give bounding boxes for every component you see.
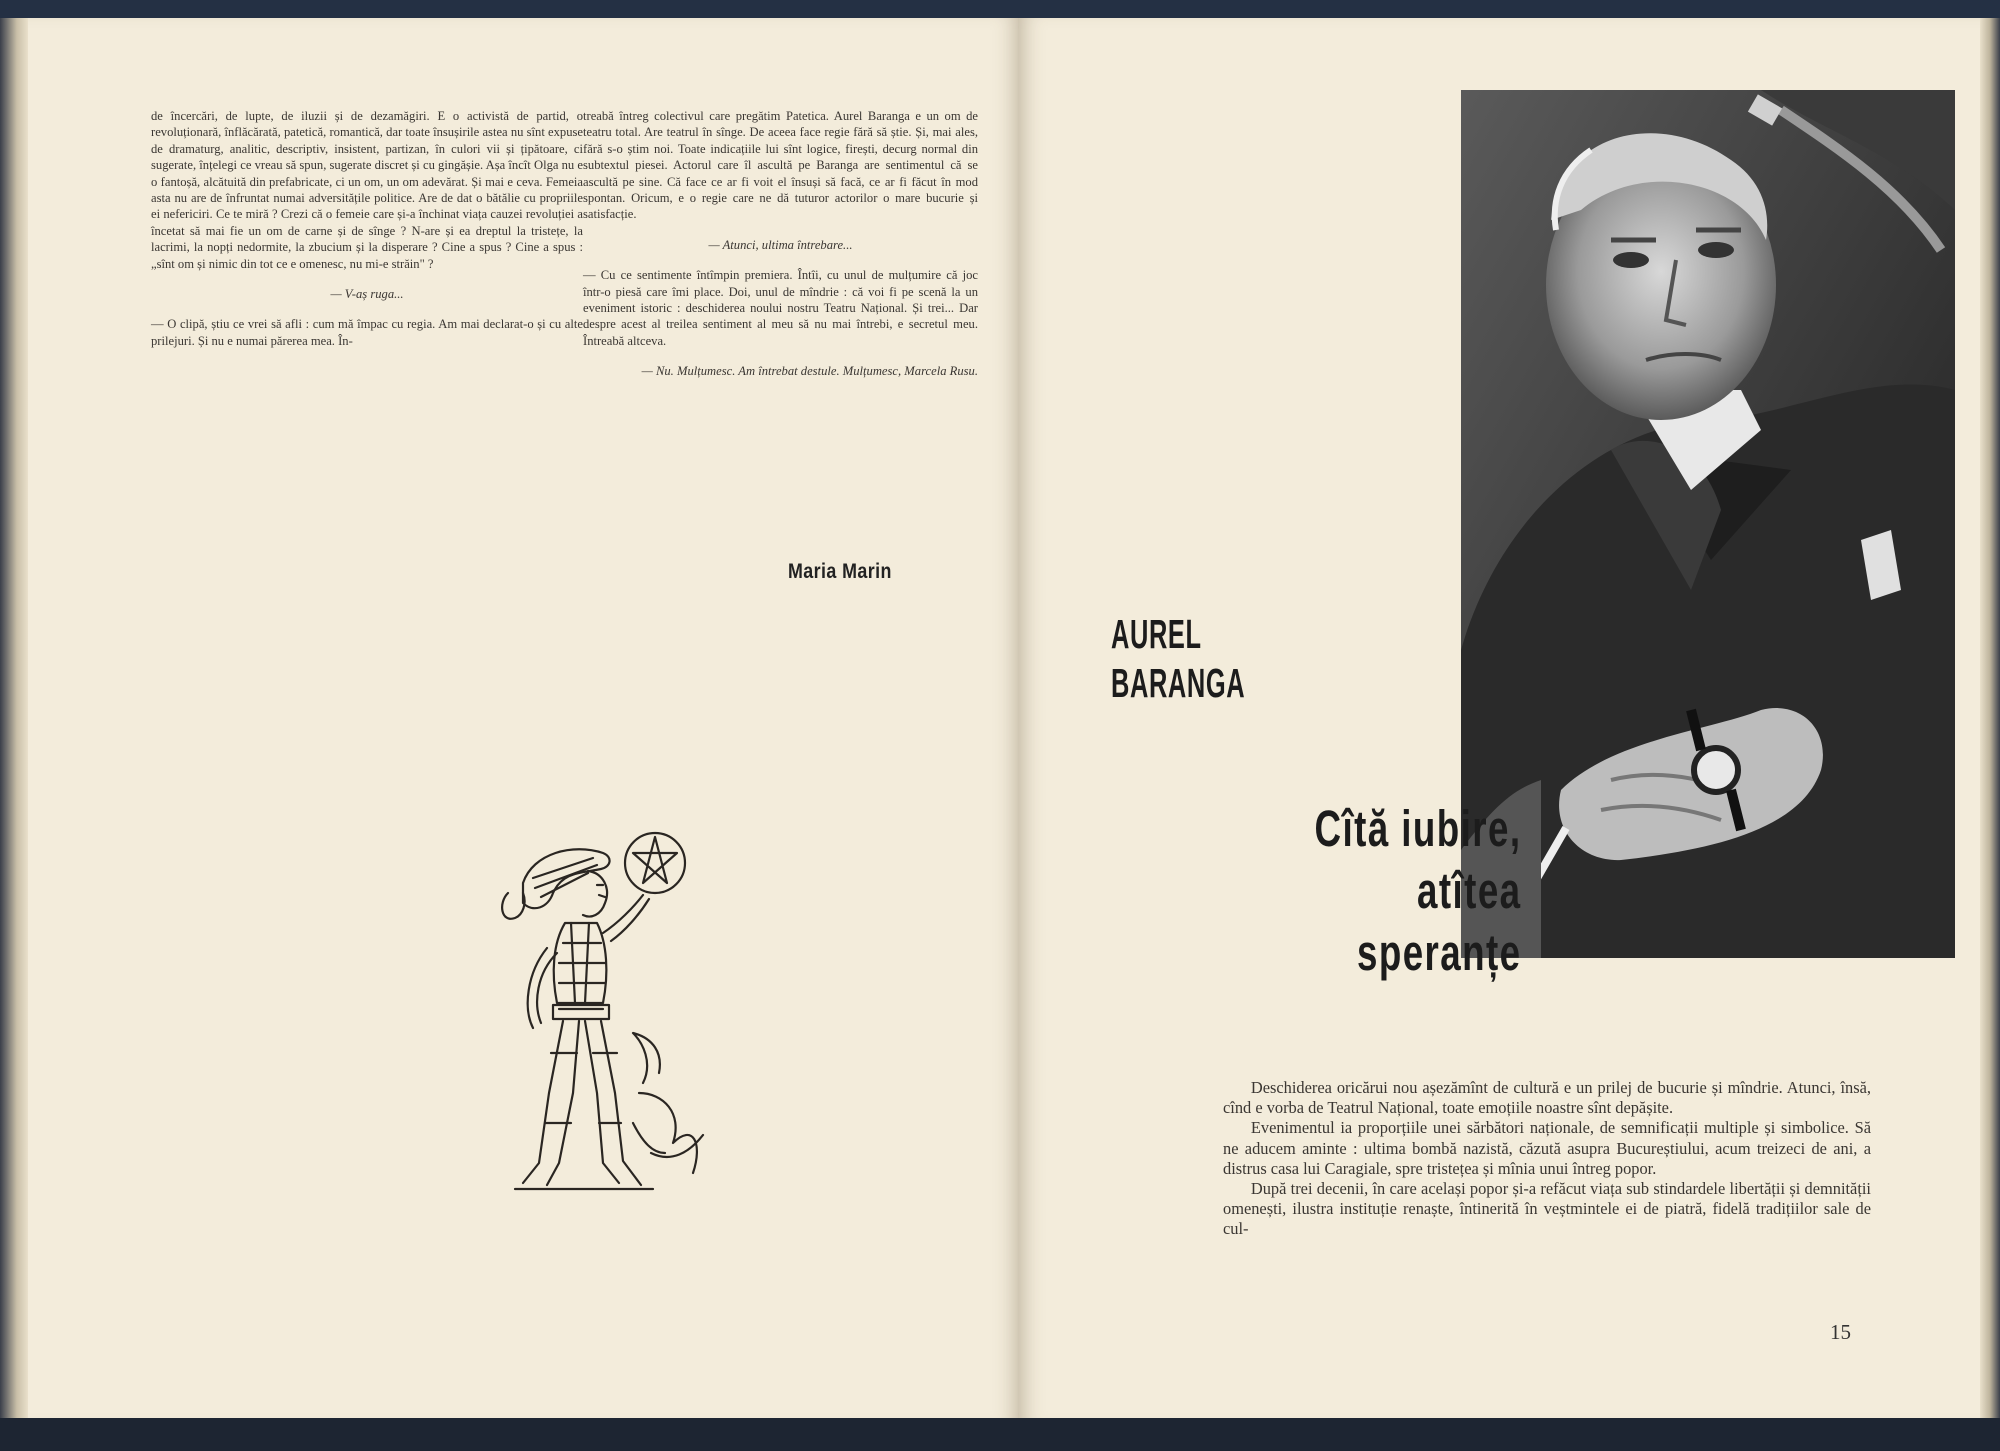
book-binding-bottom xyxy=(0,1418,2000,1451)
author-last-name: BARANGA xyxy=(1111,660,1246,706)
text-column-2 xyxy=(583,108,978,394)
title-line-1: Cîtă iubire, xyxy=(1314,800,1522,857)
left-page xyxy=(28,18,1020,1423)
text-column-1 xyxy=(151,108,583,349)
col2-paragraph-1: treabă întreg colectivul care pregătim Patetica. Aurel Baranga e un om de teatru total. Are teatrul în sînge. De aceea face regie fără să știe. Și, mai ales, fără s-o știm noi. Toate indicațiile lui sînt logice, firești, decurg normal din subtextul piesei. Actorul care îl ascultă pe Baranga are sentimentul că se ascultă pe sine. Că face ce ar fi voit el însuși să facă, ce ar fi făcut în mod spontan. Oricum, e o regie care ne dă tuturor actorilor o mare bucurie și satisfacție. xyxy=(583,109,978,222)
col1-paragraph-1: de încercări, de lupte, de iluzii și de dezamăgiri. E o activistă de partid, o revoluționară, înflăcărată, patetică, romantică, dar toate însușirile astea nu sînt expuse de dramaturg, analitic, descriptiv, insistent, partizan, în culori vii și țipătoare, ci sugerate, înțelegi ce vreau să spun, sugerate discret și cu gingășie. Așa încît Olga nu e o fantoșă, alcătuită din prefabricate, ci un om, un om adevărat. Și mai e ceva. Femeia asta nu are de înfruntat numai adversitățile politice. Are de dat o bătălie cu propriile ei nefericiri. Ce te miră ? Crezi că o femeie care și-a închinat viața cauzei revoluției a încetat să mai fie un om de carne și de sînge ? N-are și ea dreptul la tristețe, la lacrimi, la nopți nedormite, la zbucium și la disperare ? Cine a spus ? Cine a spus : „sînt om și nimic din tot ce e omenesc, nu mi-e străin" ? xyxy=(151,109,583,271)
byline-author: Maria Marin xyxy=(788,560,892,583)
article-body xyxy=(1223,1078,1871,1240)
page-number: 15 xyxy=(1830,1320,1851,1344)
right-page xyxy=(1018,18,1980,1423)
woodcut-figure-illustration xyxy=(493,823,715,1195)
article-title xyxy=(1315,798,1522,984)
title-line-2: atîtea xyxy=(1417,862,1522,919)
body-paragraph-1: Deschiderea oricărui nou așezămînt de cultură e un prilej de bucurie și mîndrie. Atunci, însă, cînd e vorba de Teatrul Național, toate emoțiile noastre sînt depășite. xyxy=(1223,1078,1871,1118)
col1-paragraph-2: — O clipă, știu ce vrei să afli : cum mă împac cu regia. Am mai declarat-o și cu alte prilejuri. Și nu e numai părerea mea. În- xyxy=(151,317,583,348)
title-line-3: speranțe xyxy=(1357,924,1522,981)
author-name xyxy=(1111,610,1245,708)
body-paragraph-2: Evenimentul ia proporțiile unei sărbători naționale, de semnificații multiple și simbolice. Să ne aducem aminte : ultima bombă nazistă, căzută asupra Bucureștiului, acum treizeci de ani, a distrus casa lui Caragiale, spre tristețea și mînia unui întreg popor. xyxy=(1223,1118,1871,1178)
col2-question: — Atunci, ultima întrebare... xyxy=(708,237,853,252)
body-paragraph-3: După trei decenii, în care același popor și-a refăcut viața sub stindardele libertății și demnității omenești, ilustra instituție renaște, întinerită în veștmintele ei de piatră, fidelă tradițiilor sale de cul- xyxy=(1223,1179,1871,1239)
book-edge-left xyxy=(0,18,28,1423)
author-portrait-photo xyxy=(1461,90,1955,958)
col2-paragraph-2: — Cu ce sentimente întîmpin premiera. Întîi, cu unul de mulțumire că joc într-o piesă care îmi place. Doi, unul de mîndrie : că voi fi pe scenă la un eveniment istoric : deschiderea noului nostru Teatru Național. Și trei... Dar despre acest al treilea sentiment al meu să nu mai întrebi, e secretul meu. Întreabă altceva. xyxy=(583,268,978,348)
book-edge-right xyxy=(1980,18,2000,1423)
col1-question: — V-aș ruga... xyxy=(330,287,404,302)
col2-closing: — Nu. Mulțumesc. Am întrebat destule. Mulțumesc, Marcela Rusu. xyxy=(641,364,978,379)
author-first-name: AUREL xyxy=(1111,611,1202,657)
